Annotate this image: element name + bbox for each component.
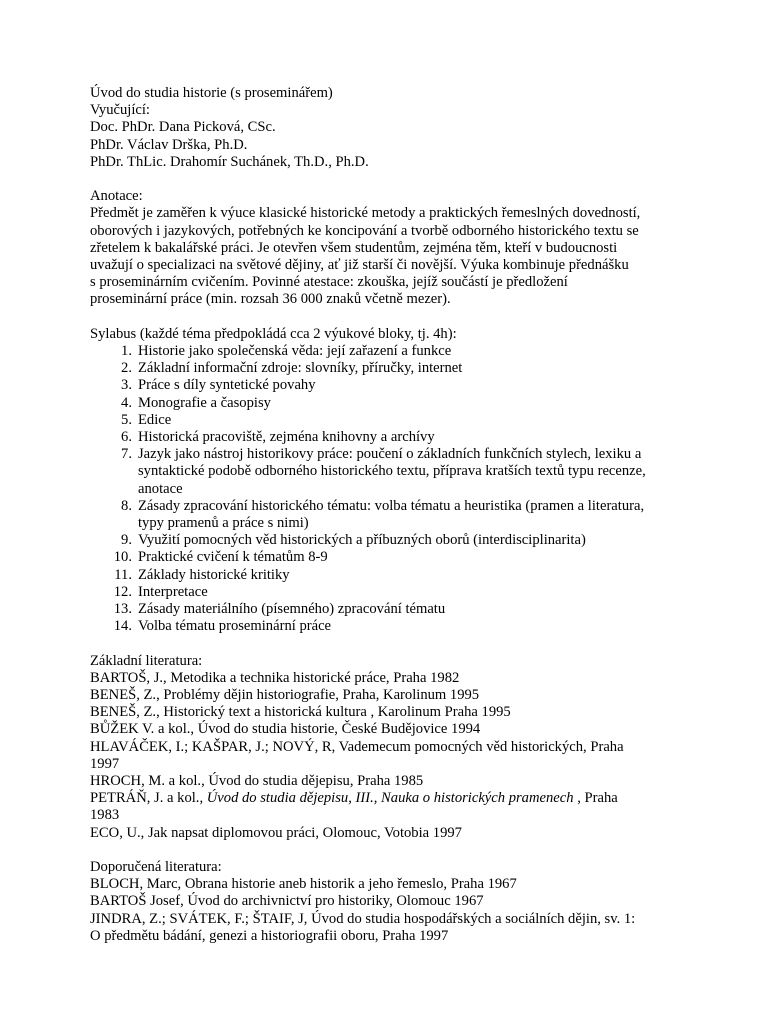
syllabus-item-number: 8. — [121, 497, 132, 514]
syllabus-item-number: 9. — [121, 532, 132, 549]
reference-line: 1983 — [90, 807, 120, 824]
syllabus-item-text: Práce s díly syntetické povahy — [138, 377, 316, 394]
syllabus-item — [90, 446, 678, 498]
syllabus-item-text: Praktické cvičení k tématům 8-9 — [138, 549, 328, 566]
basic-literature-label: Základní literatura: — [90, 652, 203, 669]
annotation-line: Předmět je zaměřen k výuce klasické historické metody a praktických řemeslných dovedností, — [90, 205, 641, 222]
spacer — [90, 309, 690, 326]
syllabus-item-text: Volba tématu proseminární práce — [138, 618, 332, 635]
syllabus-item-text: Historie jako společenská věda: její zařazení a funkce — [138, 343, 452, 360]
syllabus-item — [90, 532, 678, 549]
syllabus-item-text: Zásady zpracování historického tématu: volba tématu a heuristika (pramen a literatura, — [138, 497, 645, 514]
syllabus-item — [90, 377, 678, 394]
reference-line: HROCH, M. a kol., Úvod do studia dějepisu, Praha 1985 — [90, 773, 424, 790]
syllabus-item-text: Jazyk jako nástroj historikovy práce: poučení o základních funkčních stylech, lexiku a — [138, 446, 642, 463]
reference-entry — [90, 739, 680, 773]
annotation-label: Anotace: — [90, 188, 143, 205]
reference-line: BENEŠ, Z., Historický text a historická kultura , Karolinum Praha 1995 — [90, 704, 511, 721]
reference-line: BŮŽEK V. a kol., Úvod do studia historie, České Budějovice 1994 — [90, 721, 481, 738]
syllabus-item — [90, 549, 678, 566]
syllabus-item-number: 2. — [121, 360, 132, 377]
syllabus-item-text: typy pramenů a práce s nimi) — [138, 515, 309, 532]
syllabus-item-text: Monografie a časopisy — [138, 394, 271, 411]
syllabus-item-number: 3. — [121, 377, 132, 394]
syllabus-list — [90, 343, 690, 635]
reference-entry — [90, 876, 680, 893]
annotation-line: proseminární práce (min. rozsah 36 000 znaků včetně mezer). — [90, 291, 451, 308]
spacer — [90, 171, 690, 188]
syllabus-item — [90, 618, 678, 635]
syllabus-item-text: Edice — [138, 411, 172, 428]
syllabus-item-number: 14. — [113, 618, 132, 635]
recommended-literature-list — [90, 876, 690, 945]
reference-line: BARTOŠ, J., Metodika a technika historické práce, Praha 1982 — [90, 669, 460, 686]
reference-entry — [90, 687, 680, 704]
reference-line — [90, 790, 680, 807]
syllabus-item-text: Historická pracoviště, zejména knihovny a archívy — [138, 429, 435, 446]
reference-entry — [90, 911, 680, 945]
reference-author: PETRÁŇ, J. a kol., — [90, 790, 207, 807]
annotation-line: oborových i jazykových, potřebných ke koncipování a tvorbě odborného historického textu se — [90, 222, 639, 239]
syllabus-item-text: anotace — [138, 480, 183, 497]
syllabus-label: Sylabus (každé téma předpokládá cca 2 výukové bloky, tj. 4h): — [90, 325, 457, 342]
syllabus-item-text: Zásady materiálního (písemného) zpracování tématu — [138, 601, 446, 618]
teacher-name: PhDr. Václav Drška, Ph.D. — [90, 136, 248, 153]
syllabus-item — [90, 343, 678, 360]
reference-line: O předmětu bádání, genezi a historiografii oboru, Praha 1997 — [90, 927, 449, 944]
syllabus-item-text: Interpretace — [138, 583, 208, 600]
syllabus-item-number: 12. — [113, 583, 132, 600]
syllabus-item — [90, 567, 678, 584]
basic-literature-list — [90, 670, 690, 842]
spacer — [90, 635, 690, 652]
reference-entry — [90, 721, 680, 738]
reference-line: ECO, U., Jak napsat diplomovou práci, Olomouc, Votobia 1997 — [90, 824, 462, 841]
syllabus-item-text: syntaktické podobě odborného historického textu, příprava kratších textů typu recenze, — [138, 463, 646, 480]
reference-entry — [90, 790, 680, 824]
reference-entry — [90, 893, 680, 910]
syllabus-item-text: Využití pomocných věd historických a příbuzných oborů (interdisciplinarita) — [138, 532, 586, 549]
syllabus-item — [90, 395, 678, 412]
reference-entry — [90, 704, 680, 721]
syllabus-item-number: 1. — [121, 343, 132, 360]
teachers-label: Vyučující: — [90, 102, 150, 119]
recommended-literature-label: Doporučená literatura: — [90, 859, 222, 876]
syllabus-item — [90, 498, 678, 532]
reference-line: BLOCH, Marc, Obrana historie aneb historik a jeho řemeslo, Praha 1967 — [90, 876, 517, 893]
spacer — [90, 842, 690, 859]
reference-entry — [90, 670, 680, 687]
reference-line: JINDRA, Z.; SVÁTEK, F.; ŠTAIF, J, Úvod do studia hospodářských a sociálních dějin, sv. 1: — [90, 910, 636, 927]
syllabus-item — [90, 360, 678, 377]
syllabus-item — [90, 601, 678, 618]
reference-place: , Praha — [573, 790, 618, 807]
document-body — [90, 85, 690, 945]
reference-line: BARTOŠ Josef, Úvod do archivnictví pro historiky, Olomouc 1967 — [90, 893, 484, 910]
syllabus-item-text: Základy historické kritiky — [138, 566, 290, 583]
reference-line: BENEŠ, Z., Problémy dějin historiografie, Praha, Karolinum 1995 — [90, 687, 480, 704]
reference-entry — [90, 773, 680, 790]
syllabus-item-number: 6. — [121, 429, 132, 446]
reference-title-italic: Úvod do studia dějepisu, III., Nauka o historických pramenech — [206, 790, 574, 807]
syllabus-item — [90, 429, 678, 446]
teacher-name: PhDr. ThLic. Drahomír Suchánek, Th.D., Ph.D. — [90, 153, 369, 170]
teacher-name: Doc. PhDr. Dana Picková, CSc. — [90, 119, 276, 136]
syllabus-item-number: 10. — [113, 549, 132, 566]
syllabus-item-number: 13. — [113, 601, 132, 618]
syllabus-item — [90, 584, 678, 601]
reference-entry — [90, 825, 680, 842]
syllabus-item-number: 7. — [121, 446, 132, 463]
reference-line: 1997 — [90, 755, 120, 772]
annotation-line: zřetelem k bakalářské práci. Je otevřen všem studentům, zejména těm, kteří v budoucnosti — [90, 239, 618, 256]
reference-line: HLAVÁČEK, I.; KAŠPAR, J.; NOVÝ, R, Vademecum pomocných věd historických, Praha — [90, 738, 624, 755]
course-title: Úvod do studia historie (s proseminářem) — [90, 85, 333, 101]
annotation-line: s proseminárním cvičením. Povinné atestace: zkouška, jejíž součástí je předložení — [90, 274, 568, 291]
syllabus-item-number: 5. — [121, 411, 132, 428]
syllabus-item-number: 11. — [114, 566, 132, 583]
syllabus-item-number: 4. — [121, 394, 132, 411]
syllabus-item — [90, 412, 678, 429]
syllabus-item-text: Základní informační zdroje: slovníky, příručky, internet — [138, 360, 463, 377]
annotation-line: uvažují o specializaci na světové dějiny, ať již starší či novější. Výuka kombinuje přednášku — [90, 257, 629, 274]
